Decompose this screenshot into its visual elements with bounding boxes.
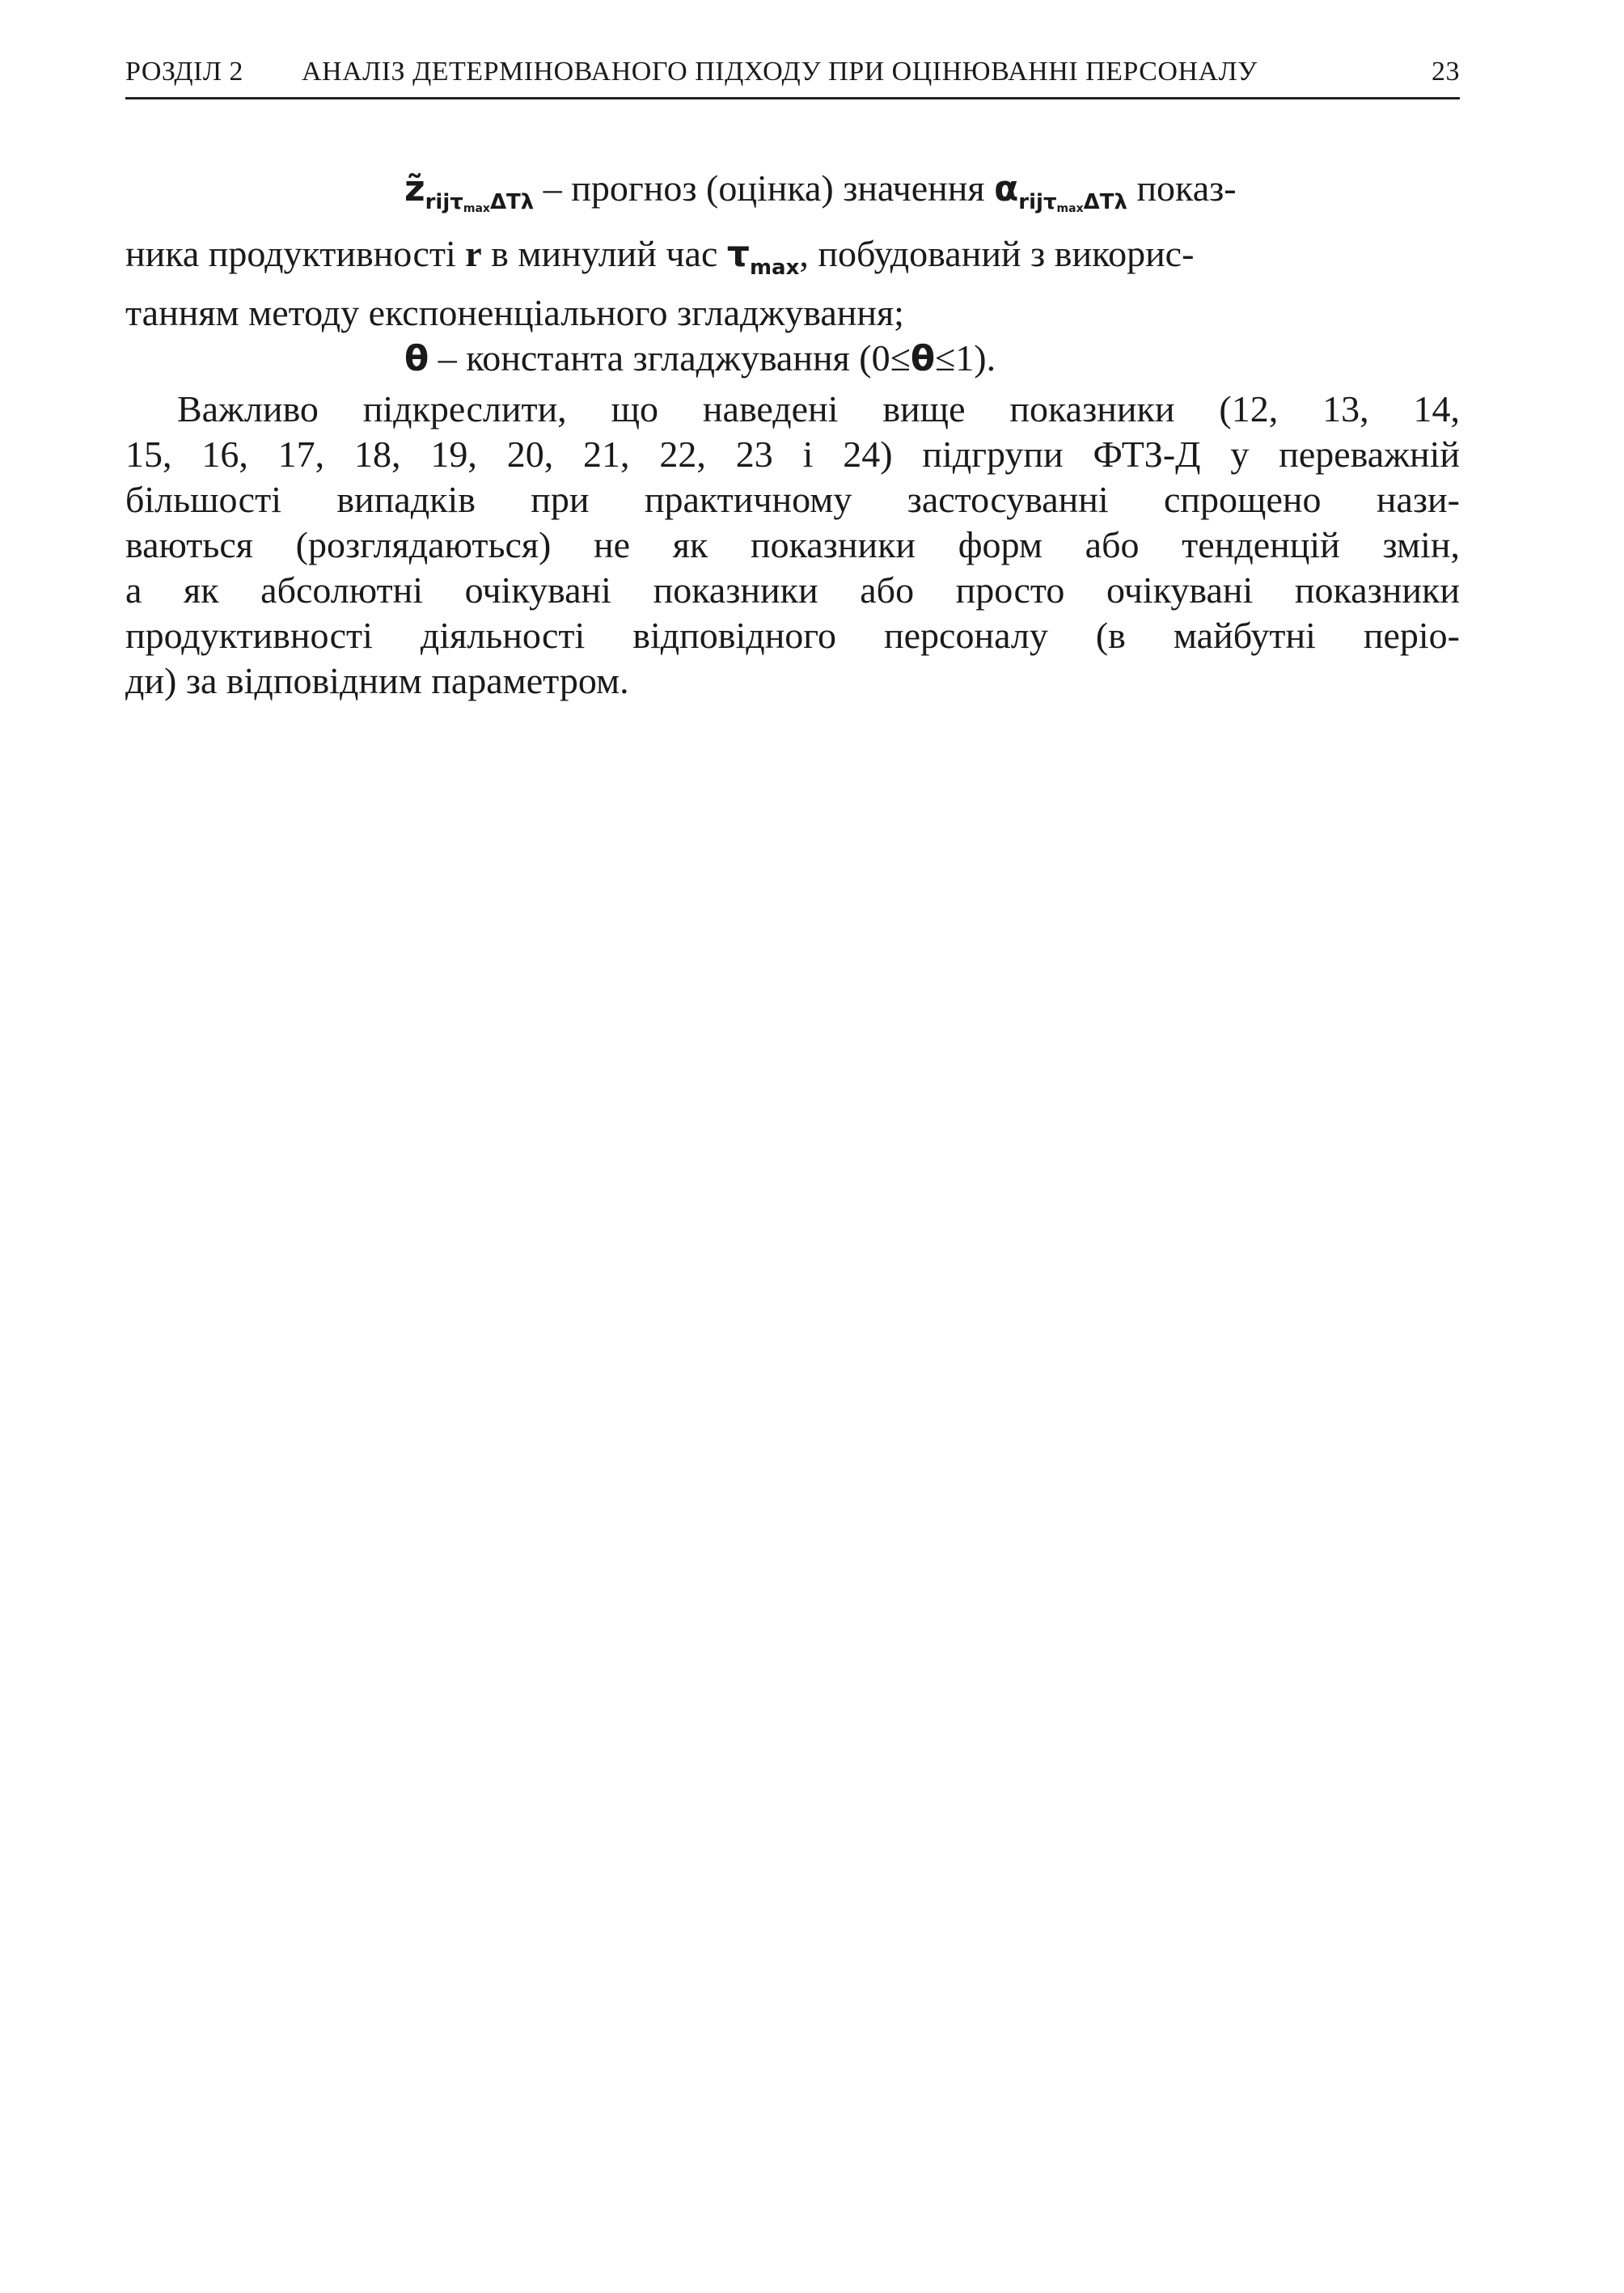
theta-symbol: θ (404, 338, 429, 379)
definition-z-cont: ника продуктивності r в минулий час $\tau_{max}$, побудований з викорис- (125, 233, 1195, 280)
z-subscript: rijτmaxΔTλ (425, 190, 535, 215)
definition-z (125, 166, 1460, 231)
r-symbol: r (465, 233, 482, 274)
definition-z-cont-2: танням методу експоненціального згладжування; (125, 292, 904, 333)
paragraph-line: ди) за відповідним параметром. (125, 660, 629, 701)
paragraph-line: а як абсолютні очікувані показники або просто очікувані показники (125, 569, 1460, 611)
alpha-subscript: rijτmaxΔTλ (1018, 190, 1127, 215)
page-number: 23 (1432, 57, 1460, 87)
tau-symbol: τ (726, 234, 750, 275)
running-head-title: АНАЛІЗ ДЕТЕРМІНОВАНОГО ПІДХОДУ ПРИ ОЦІНЮВАННІ ПЕРСОНАЛУ (302, 57, 1258, 87)
alpha-symbol: α (994, 168, 1019, 209)
paragraph-line: продуктивності діяльності відповідного персоналу (в майбутні періо- (125, 615, 1460, 656)
definition-z-text-end: показ- (1127, 167, 1237, 209)
paragraph-line: ваються (розглядаються) не як показники форм або тенденцій змін, (125, 524, 1460, 565)
tau-subscript: max (749, 256, 800, 280)
definition-z-text: – прогноз (оцінка) значення (534, 167, 995, 209)
body-paragraph (125, 387, 1460, 704)
z-symbol: z̃ (404, 168, 425, 209)
definitions-block (125, 166, 1460, 382)
running-head-section: РОЗДІЛ 2 (125, 57, 243, 87)
paragraph-line: 15, 16, 17, 18, 19, 20, 21, 22, 23 і 24) підгрупи ФТЗ-Д у переважній (125, 434, 1460, 475)
paragraph-line: Важливо підкреслити, що наведені вище показники (12, 13, 14, (177, 388, 1460, 429)
paragraph-line: більшості випадків при практичному застосуванні спрощено нази- (125, 479, 1460, 520)
page-header (125, 50, 1460, 99)
definition-theta: θ – константа згладжування (0≤θ≤1). (404, 337, 996, 379)
theta-symbol-inline: θ (910, 338, 936, 379)
